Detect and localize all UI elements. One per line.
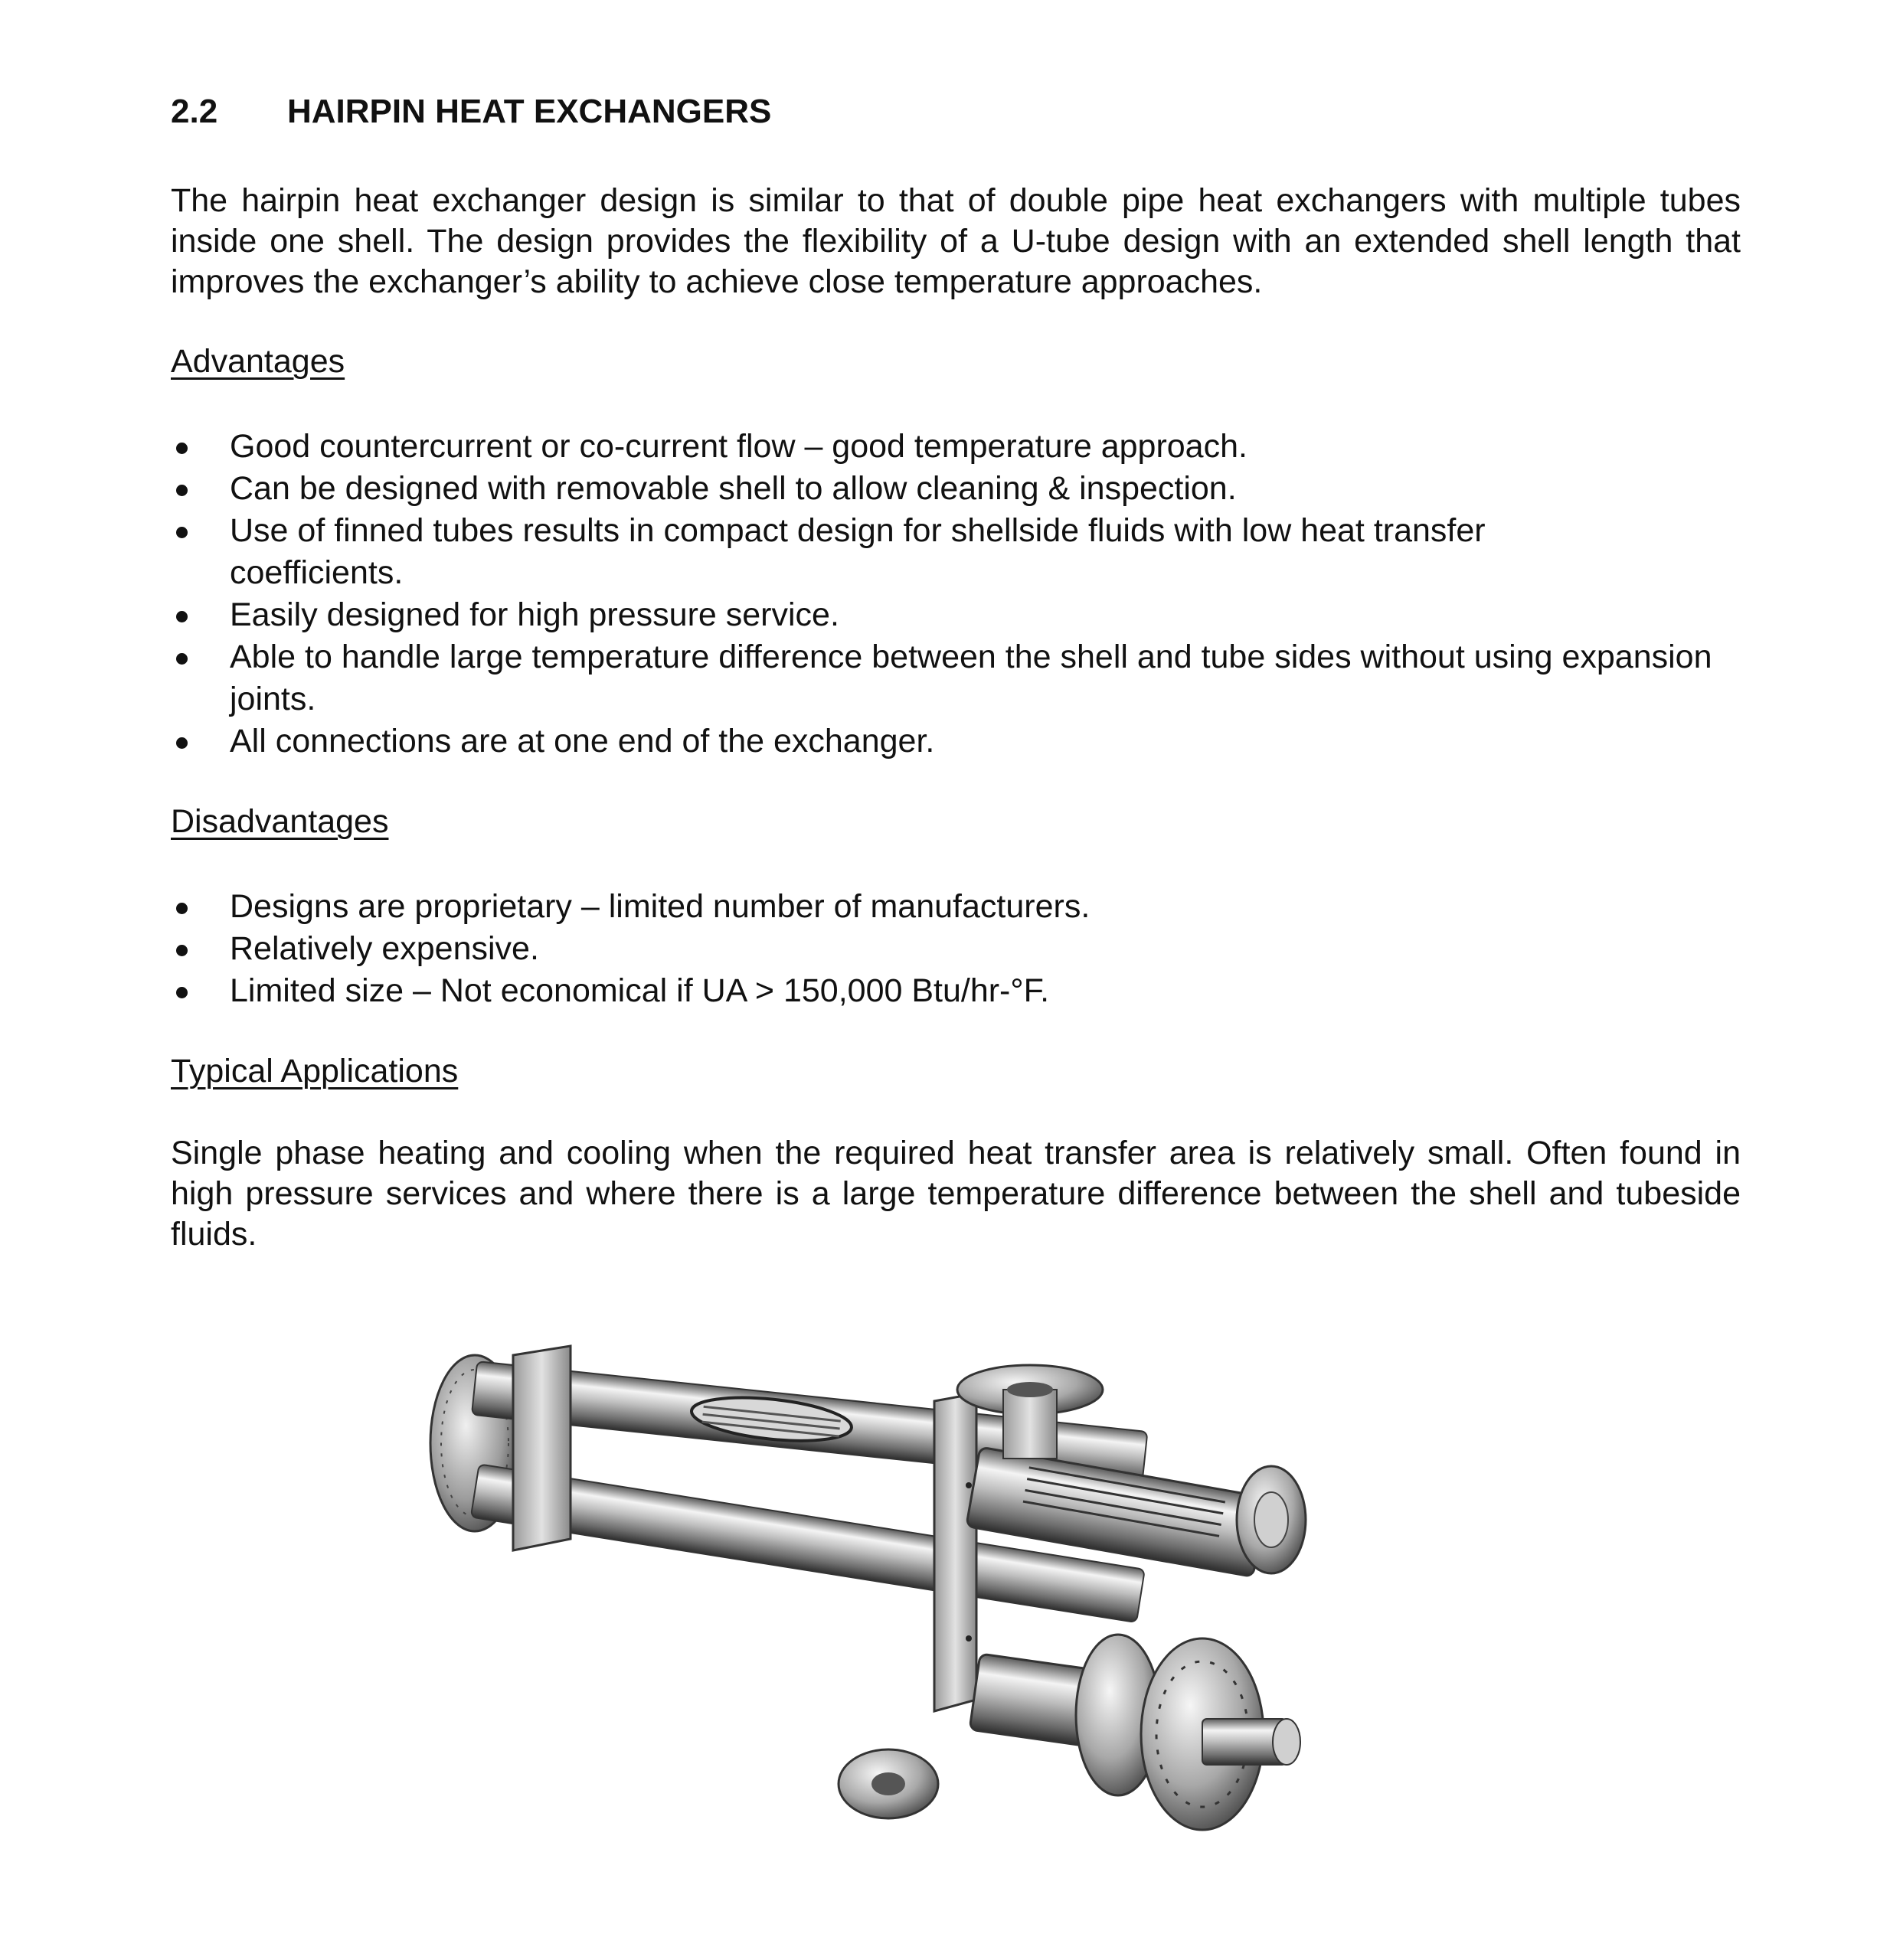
list-item-text: All connections are at one end of the exchanger. [230, 723, 935, 760]
bullet-icon [176, 485, 188, 496]
list-item-text: Easily designed for high pressure service. [230, 596, 839, 633]
list-item [171, 426, 1702, 468]
section-heading [171, 90, 771, 133]
list-item [171, 720, 1702, 763]
hairpin-exchanger-illustration [414, 1317, 1501, 1883]
list-item-text: Able to handle large temperature difference between the shell and tube sides without using expansion joints. [230, 639, 1712, 717]
list-item-text: Designs are proprietary – limited number of manufacturers. [230, 888, 1091, 925]
bullet-icon [176, 737, 188, 749]
right-support-plate [934, 1393, 976, 1711]
list-item [171, 636, 1731, 720]
bullet-icon [176, 903, 188, 914]
advantages-list [171, 426, 1712, 763]
section-number: 2.2 [171, 93, 218, 130]
typical-applications-heading: Typical Applications [171, 1053, 459, 1089]
bullet-icon [176, 611, 188, 622]
list-item [171, 594, 1702, 636]
lower-closure-assembly [839, 1635, 1300, 1830]
intro-paragraph: The hairpin heat exchanger design is similar to that of double pipe heat exchangers with multiple tubes inside one shell. The design provides the flexibility of a U-tube design with an extended shell length that improves the exchanger’s ability to achieve close temperature approaches. [171, 182, 1741, 300]
list-item-text: Can be designed with removable shell to allow cleaning & inspection. [230, 470, 1237, 507]
list-item [171, 886, 1702, 928]
list-item [171, 468, 1702, 510]
disadvantages-heading: Disadvantages [171, 803, 389, 840]
bullet-icon [176, 987, 188, 998]
left-support-plate [513, 1346, 571, 1550]
bullet-icon [176, 527, 188, 538]
list-item [171, 970, 1702, 1012]
advantages-heading: Advantages [171, 343, 345, 380]
bullet-icon [176, 653, 188, 665]
list-item-text: Good countercurrent or co-current flow – good temperature approach. [230, 428, 1247, 465]
section-title: HAIRPIN HEAT EXCHANGERS [287, 93, 772, 130]
list-item-text: Limited size – Not economical if UA > 150,000 Btu/hr-°F. [230, 972, 1050, 1009]
bullet-icon [176, 443, 188, 454]
typical-applications-paragraph: Single phase heating and cooling when the required heat transfer area is relatively small. Often found in high pressure services and where there is a large temperature difference between the shell and tubeside fluids. [171, 1135, 1741, 1253]
bullet-icon [176, 945, 188, 956]
list-item [171, 928, 1702, 970]
list-item-text: Relatively expensive. [230, 930, 539, 967]
list-item [171, 510, 1532, 594]
disadvantages-list [171, 886, 1702, 1012]
list-item-text: Use of finned tubes results in compact design for shellside fluids with low heat transfer coefficients. [230, 512, 1486, 591]
